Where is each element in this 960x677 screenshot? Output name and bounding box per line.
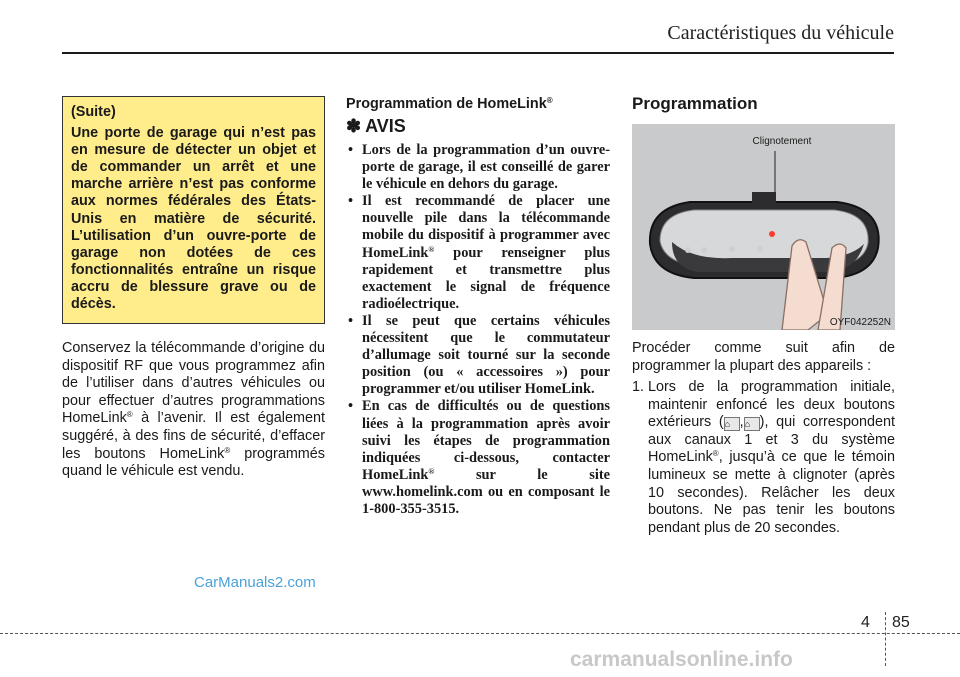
step-text: ), qui correspondent aux canaux 1 et 3 du système HomeLink [648, 414, 895, 466]
step-text: Lors de la programmation initiale, maintenir enfoncé les deux boutons extérieurs ( [648, 379, 895, 431]
homelink-programming-heading [346, 96, 553, 112]
warning-box [62, 96, 325, 324]
mirror-illustration [632, 124, 895, 330]
left-para-part2: à l’avenir. Il est également suggéré, à des fins de sécurité, d’effacer les boutons HomeLink [62, 410, 325, 462]
bullet-text: Lors de la programmation d’un ouvre-porte de garage, il est conseillé de garer le véhicule en dehors du garage. [362, 142, 610, 193]
registered-mark: ® [126, 410, 133, 420]
step-1 [632, 379, 895, 537]
bullet-text: Il se peut que certains véhicules nécessitent que le commutateur d’allumage soit tourné sur la seconde position (ou « accessoires ») pour programmer et/ou utiliser HomeLink. [362, 312, 610, 398]
registered-mark: ® [224, 445, 231, 455]
bullet-text: Il est recommandé de placer une nouvelle pile dans la télécommande mobile du dispositif à programmer avec HomeLink [362, 193, 610, 261]
step-text: , jusqu’à ce que le témoin lumineux se mette à clignoter (après 10 secondes). Relâcher les deux boutons. Ne pas tenir les boutons pendant plus de 20 secondes. [648, 449, 895, 536]
bullet-text: sur le site www.homelink.com ou en composant le 1-800-355-3515. [362, 466, 610, 517]
registered-mark: ® [428, 466, 435, 476]
header-rule [62, 52, 894, 54]
asterisk-icon: ✽ [346, 116, 362, 136]
step-body [648, 379, 895, 537]
site-watermark: carmanualsonline.info [570, 648, 793, 671]
programming-heading: Programmation [632, 94, 758, 113]
step-sep: , [739, 414, 744, 431]
footer-rule [0, 633, 960, 634]
bullet-text: pour renseigner plus rapidement et transmettre plus exactement le signal de fréquence radioélectrique. [362, 244, 610, 312]
registered-mark: ® [428, 244, 435, 254]
avis-bullet-list [346, 142, 610, 518]
left-para-part1: Conservez la télécommande d’origine du dispositif RF que vous programmez afin de l’utiliser dans d’autres véhicules ou pour effectuer d’autres programmations HomeLink [62, 340, 325, 427]
list-item [346, 398, 610, 518]
left-paragraph [62, 340, 325, 481]
heading-text: Programmation de HomeLink [346, 96, 547, 112]
figure-caption: Clignotement [752, 136, 812, 147]
chapter-number: 4 [861, 614, 870, 631]
avis-heading [346, 116, 406, 137]
registered-mark: ® [712, 449, 719, 459]
programming-intro: Procéder comme suit afin de programmer la plupart des appareils : [632, 340, 895, 374]
footer-divider [885, 612, 886, 666]
section-title: Caractéristiques du véhicule [667, 22, 894, 44]
warning-text: Une porte de garage qui n’est pas en mesure de détecter un objet et de commander un arrêt et une marche arrière n’est pas conforme aux normes fédérales des États-Unis en matière de sécurité. L’utilisation d’un ouvre-porte de garage non dotées de ces fonctionnalités entraîne un risque accru de blessure grave ou de décès. [71, 125, 316, 313]
figure-code: OYF042252N [829, 317, 891, 328]
mirror-figure [632, 124, 895, 330]
page-number: 85 [892, 614, 910, 631]
homelink-button-1-icon: ⌂ [724, 417, 740, 431]
list-item [346, 313, 610, 398]
list-item [346, 142, 610, 193]
registered-mark: ® [546, 96, 553, 105]
step-number: 1. [632, 379, 645, 395]
watermark-link[interactable]: CarManuals2.com [194, 574, 316, 591]
bullet-text: En cas de difficultés ou de questions liées à la programmation après avoir suivi les étapes de programmation indiquées ci-dessous, contacter HomeLink [362, 398, 610, 483]
avis-title: AVIS [365, 116, 406, 136]
list-item [346, 193, 610, 313]
homelink-button-3-icon: ⌂ [744, 417, 760, 431]
warning-heading: (Suite) [71, 104, 116, 120]
left-para-part3: programmés quand le véhicule est vendu. [62, 445, 325, 480]
